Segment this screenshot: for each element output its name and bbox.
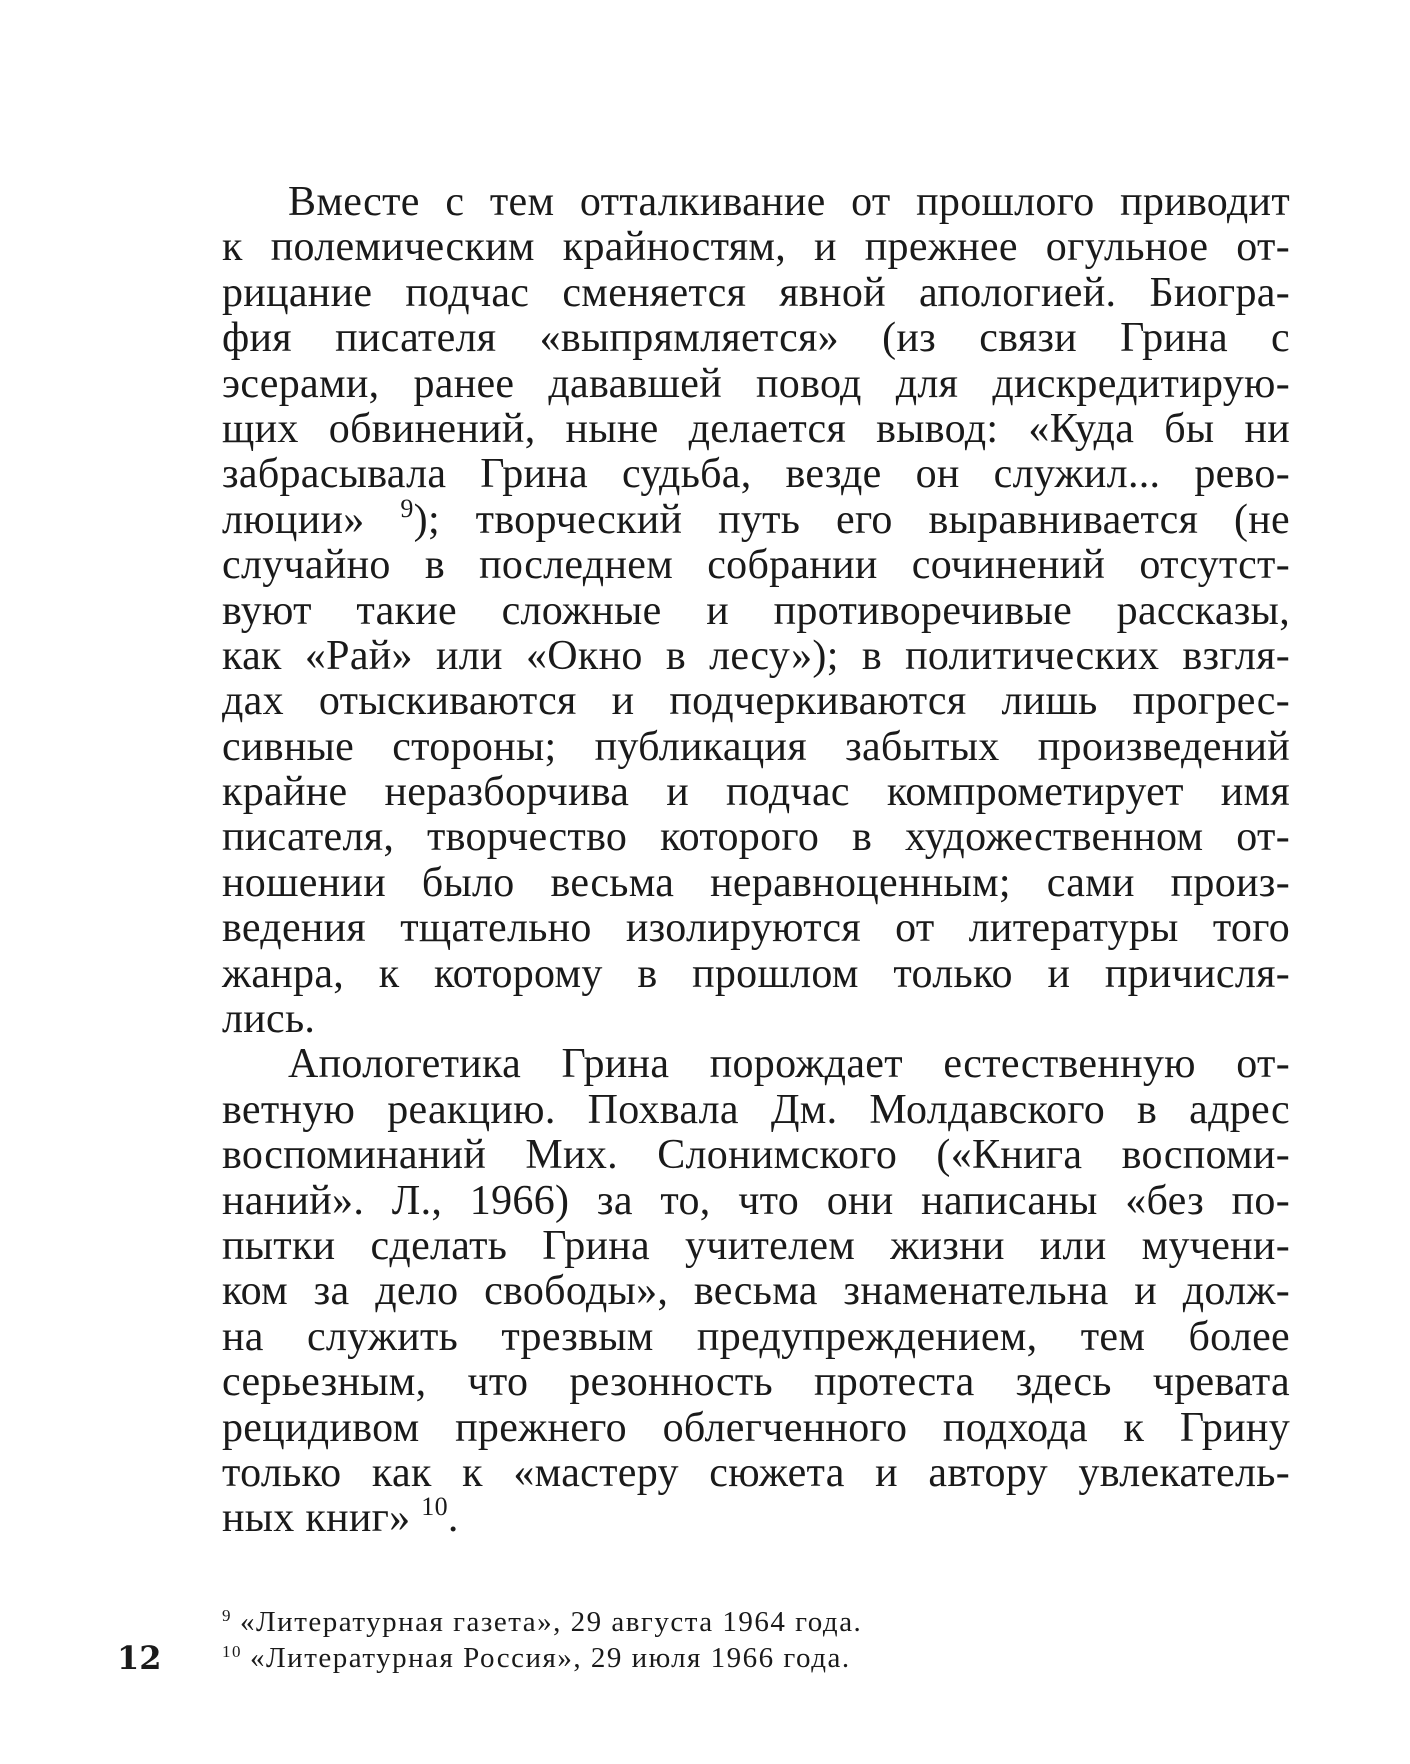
text-line-with-footnote [222, 493, 1291, 543]
text-line: ком за дело свободы», весьма знаменательна и долж- [222, 1268, 1290, 1315]
text-line: Вместе с тем отталкивание от прошлого приводит [288, 179, 1290, 225]
text-segment: ных книг» [222, 1495, 411, 1542]
footnote-text: «Литературная газета», 29 августа 1964 года. [240, 1606, 863, 1638]
footnotes [222, 1604, 1222, 1676]
text-line: воспоминаний Мих. Слонимского («Книга воспоми- [222, 1132, 1290, 1179]
text-line: крайне неразборчива и подчас компрометирует имя [222, 769, 1290, 816]
page-number: 12 [117, 1639, 162, 1677]
text-line: ношении было весьма неравноценным; сами произ- [222, 859, 1290, 906]
text-line: рецидивом прежнего облегченного подхода к Грину [222, 1404, 1290, 1451]
footnote-mark: 10 [222, 1642, 242, 1661]
footnote-10 [222, 1640, 1222, 1676]
text-segment: . [447, 1495, 459, 1542]
text-line: вуют такие сложные и противоречивые рассказы, [222, 587, 1290, 634]
footnote-mark: 9 [222, 1606, 232, 1625]
footnote-text: «Литературная Россия», 29 июля 1966 года. [250, 1642, 851, 1674]
text-line: забрасывала Грина судьба, везде он служил... рево- [222, 451, 1290, 498]
text-line: Апологетика Грина порождает естественную от- [288, 1041, 1290, 1088]
paragraph-2 [222, 1042, 1290, 1541]
text-line: к полемическим крайностям, и прежнее огульное от- [222, 224, 1290, 271]
footnote-ref-9[interactable]: 9 [400, 493, 414, 523]
text-line: писателя, творчество которого в художественном от- [222, 814, 1290, 861]
text-line: щих обвинений, ныне делается вывод: «Куда бы ни [222, 405, 1290, 452]
text-line: дах отыскиваются и подчеркиваются лишь прогрес- [222, 678, 1290, 725]
text-line: наний». Л., 1966) за то, что они написаны «без по- [222, 1177, 1290, 1224]
main-text [222, 180, 1290, 1542]
text-line: только как к «мастеру сюжета и автору увлекатель- [222, 1449, 1290, 1496]
paragraph-1 [222, 180, 1290, 1042]
text-line: серьезным, что резонность протеста здесь чревата [222, 1359, 1290, 1406]
text-line: ветную реакцию. Похвала Дм. Молдавского в адрес [222, 1086, 1290, 1133]
footnote-ref-10[interactable]: 10 [421, 1492, 448, 1522]
text-line: жанра, к которому в прошлом только и причисля- [222, 950, 1290, 997]
text-line: фия писателя «выпрямляется» (из связи Грина с [222, 315, 1290, 362]
text-line: как «Рай» или «Окно в лесу»); в политических взгля- [222, 632, 1290, 679]
text-line: рицание подчас сменяется явной апологией. Биогра- [222, 269, 1290, 316]
text-line-with-footnote [222, 1492, 1290, 1542]
text-line: пытки сделать Грина учителем жизни или мучени- [222, 1222, 1290, 1269]
text-line: сивные стороны; публикация забытых произведений [222, 723, 1290, 770]
text-line: эсерами, ранее дававшей повод для дискредитирую- [222, 360, 1290, 407]
text-line: на служить трезвым предупреждением, тем более [222, 1313, 1290, 1360]
text-line: случайно в последнем собрании сочинений отсутст- [222, 542, 1290, 589]
footnote-9 [222, 1604, 1222, 1640]
text-line: ведения тщательно изолируются от литературы того [222, 905, 1290, 952]
text-segment: ); творческий путь его выравнивается (не [413, 496, 1291, 543]
text-segment: люции» [222, 496, 365, 543]
text-line: лись. [222, 996, 316, 1043]
